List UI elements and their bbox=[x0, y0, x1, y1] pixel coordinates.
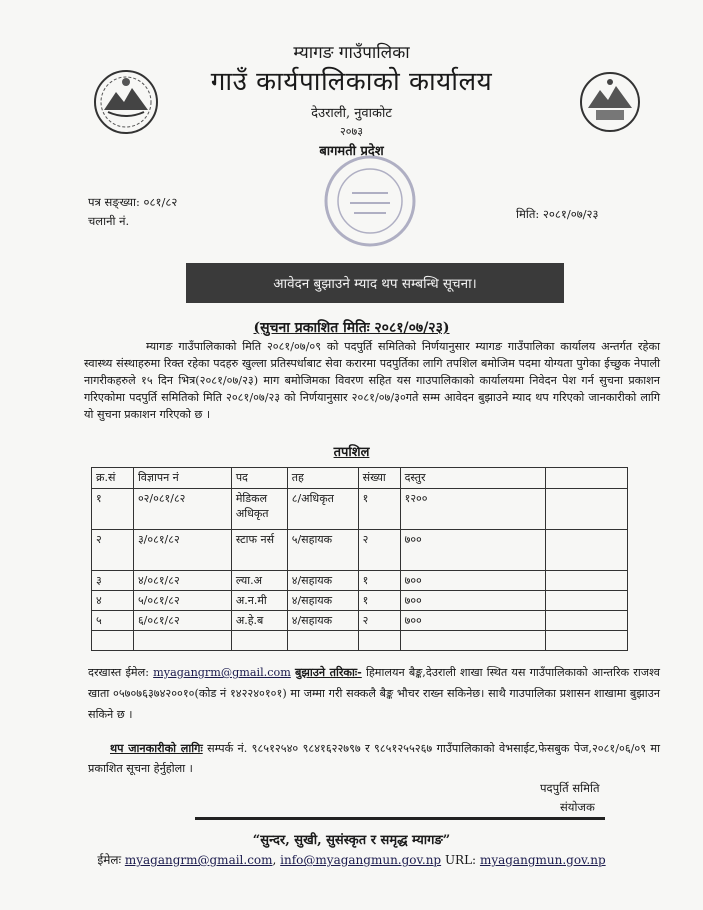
cell-serial: १ bbox=[92, 489, 134, 530]
footer-email-link-1[interactable]: myagangrm@gmail.com bbox=[124, 853, 273, 867]
cell-advert-no: ०२/०८१/८२ bbox=[133, 489, 231, 530]
cell-fee: ७०० bbox=[400, 530, 546, 571]
municipality-name: म्यागङ गाउँपालिका bbox=[293, 43, 410, 63]
cell-fee: ७०० bbox=[400, 571, 546, 591]
application-method-label: बुझाउने तरिकाः- bbox=[295, 665, 362, 679]
table-row bbox=[92, 571, 628, 591]
cell-level: ८/अधिकृत bbox=[287, 489, 358, 530]
letter-number: पत्र सङ्ख्या: ०८१/८२ bbox=[88, 195, 178, 209]
application-method-text: हिमालयन बैङ्क,देउराली शाखा स्थित यस गाउँपालिकाको आन्तरिक राजश्व खाता ०५७०७६३७४२००१०(कोड नं १४२२४०१०१) मा जम्मा गरी सक्कलै बैङ्क भौचर राख्न सकिनेछ। साथै गाउपालिका प्रशासन शाखामा बुझाउन सकिने छ । bbox=[88, 666, 661, 721]
application-email-link[interactable]: myagangrm@gmail.com bbox=[153, 666, 291, 679]
committee-role: संयोजक bbox=[560, 800, 595, 814]
cell-advert-no: ५/०८१/८२ bbox=[133, 591, 231, 611]
cell-post bbox=[231, 631, 287, 651]
cell-extra bbox=[546, 591, 628, 611]
footer-contacts: ईमेलः myagangrm@gmail.com, info@myagangmun.gov.np URL: myagangmun.gov.np bbox=[97, 853, 606, 867]
cell-post: अ.हे.ब bbox=[231, 611, 287, 631]
province-name: बागमती प्रदेश bbox=[319, 144, 384, 159]
cell-level: ५/सहायक bbox=[287, 530, 358, 571]
cell-fee: ७०० bbox=[400, 591, 546, 611]
cell-serial: ३ bbox=[92, 571, 134, 591]
letter-date: मिति: २०८१/०७/२३ bbox=[516, 207, 599, 221]
notice-banner-text: आवेदन बुझाउने म्याद थप सम्बन्धि सूचना। bbox=[273, 276, 477, 292]
info-label: थप जानकारीको लागिः bbox=[110, 741, 203, 755]
cell-level bbox=[287, 631, 358, 651]
established-year: २०७३ bbox=[340, 125, 363, 138]
cell-serial: २ bbox=[92, 530, 134, 571]
cell-level: ४/सहायक bbox=[287, 611, 358, 631]
positions-table bbox=[91, 467, 628, 651]
table-row bbox=[92, 611, 628, 631]
info-text: सम्पर्क नं. ९८५१२५४० ९८४१६२२७९७ र ९८५१२५५२६७ गाउँपालिकाको वेभसाईट,फेसबुक पेज,२०८१/०६/०९ मा प्रकाशित सूचना हेर्नुहोला । bbox=[88, 742, 661, 775]
cell-advert-no: ३/०८१/८२ bbox=[133, 530, 231, 571]
cell-level: ४/सहायक bbox=[287, 591, 358, 611]
office-address: देउराली, नुवाकोट bbox=[311, 106, 392, 121]
footer-divider bbox=[195, 817, 605, 820]
cell-count: १ bbox=[358, 571, 400, 591]
application-paragraph bbox=[88, 662, 660, 725]
cell-post: अ.न.मी bbox=[231, 591, 287, 611]
cell-count: २ bbox=[358, 611, 400, 631]
cell-advert-no: ६/०८१/८२ bbox=[133, 611, 231, 631]
header-level: तह bbox=[287, 468, 358, 489]
cell-level: ४/सहायक bbox=[287, 571, 358, 591]
header-advert-no: विज्ञापन नं bbox=[133, 468, 231, 489]
details-heading: तपशिल bbox=[333, 445, 370, 460]
cell-extra bbox=[546, 611, 628, 631]
cell-advert-no bbox=[133, 631, 231, 651]
application-email-label: दरखास्त ईमेल: bbox=[88, 666, 149, 679]
cell-fee: १२०० bbox=[400, 489, 546, 530]
header-post: पद bbox=[231, 468, 287, 489]
cell-extra bbox=[546, 571, 628, 591]
dispatch-number: चलानी नं. bbox=[88, 214, 130, 228]
cell-extra bbox=[546, 489, 628, 530]
header-count: संख्या bbox=[358, 468, 400, 489]
office-title: गाउँ कार्यपालिकाको कार्यालय bbox=[210, 67, 493, 97]
cell-fee bbox=[400, 631, 546, 651]
header-fee: दस्तुर bbox=[400, 468, 546, 489]
cell-serial bbox=[92, 631, 134, 651]
cell-serial: ४ bbox=[92, 591, 134, 611]
notice-banner bbox=[186, 263, 564, 303]
cell-count: १ bbox=[358, 489, 400, 530]
publish-date: (सुचना प्रकाशित मितिः २०८१/०७/२३) bbox=[253, 320, 450, 336]
footer-slogan: “सुन्दर, सुखी, सुसंस्कृत र समृद्ध म्यागङ” bbox=[252, 833, 451, 848]
header-serial: क्र.सं bbox=[92, 468, 134, 489]
cell-count: १ bbox=[358, 591, 400, 611]
cell-advert-no: ४/०८१/८२ bbox=[133, 571, 231, 591]
footer-email-label: ईमेलः bbox=[97, 853, 121, 867]
table-row bbox=[92, 530, 628, 571]
cell-count: २ bbox=[358, 530, 400, 571]
cell-extra bbox=[546, 530, 628, 571]
cell-fee: ७०० bbox=[400, 611, 546, 631]
committee-name: पदपुर्ति समिति bbox=[540, 781, 600, 795]
cell-post: ल्या.अ bbox=[231, 571, 287, 591]
notice-body-text: म्यागङ गाउँपालिकाको मिति २०८१/०७/०९ को पदपुर्ति समितिको निर्णयानुसार म्यागङ गाउँपालिका कार्यालय अन्तर्गत रहेका स्वास्थ्य संस्थाहरुमा रिक्त रहेका पदहरु खुल्ला प्रतिस्पर्धाबाट सेवा करारमा पदपुर्तिका लागि तपशिल बमोजिम पदमा योग्यता पुगेका ईच्छुक नेपाली नागरीकहरुले १५ दिन भित्र(२०८१/०७/२३) माग बमोजिमका विवरण सहित यस गाउपालिकाको कार्यालयमा निवेदन पेश गर्न सुचना प्रकाशन गरिएकोमा पदपुर्ति समितिको मिति २०८१/०७/२३ को निर्णयानुसार २०८१/०७/३०गते सम्म आवेदन बुझाउने म्याद थप गरिएको जानकारीको लागि यो सुचना प्रकाशन गरिएको छ । bbox=[84, 340, 660, 421]
info-paragraph bbox=[88, 738, 660, 779]
table-header-row bbox=[92, 468, 628, 489]
cell-post: स्टाफ नर्स bbox=[231, 530, 287, 571]
table-row bbox=[92, 631, 628, 651]
office-stamp-icon bbox=[322, 153, 418, 249]
footer-url-label: URL: bbox=[444, 853, 477, 867]
table-row bbox=[92, 591, 628, 611]
header-extra bbox=[546, 468, 628, 489]
notice-body bbox=[84, 338, 660, 423]
cell-post: मेडिकल अधिकृत bbox=[231, 489, 287, 530]
table-row bbox=[92, 489, 628, 530]
cell-extra bbox=[546, 631, 628, 651]
cell-count bbox=[358, 631, 400, 651]
cell-serial: ५ bbox=[92, 611, 134, 631]
footer-email-link-2[interactable]: info@myagangmun.gov.np bbox=[280, 853, 442, 867]
footer-url-link[interactable]: myagangmun.gov.np bbox=[479, 853, 606, 867]
